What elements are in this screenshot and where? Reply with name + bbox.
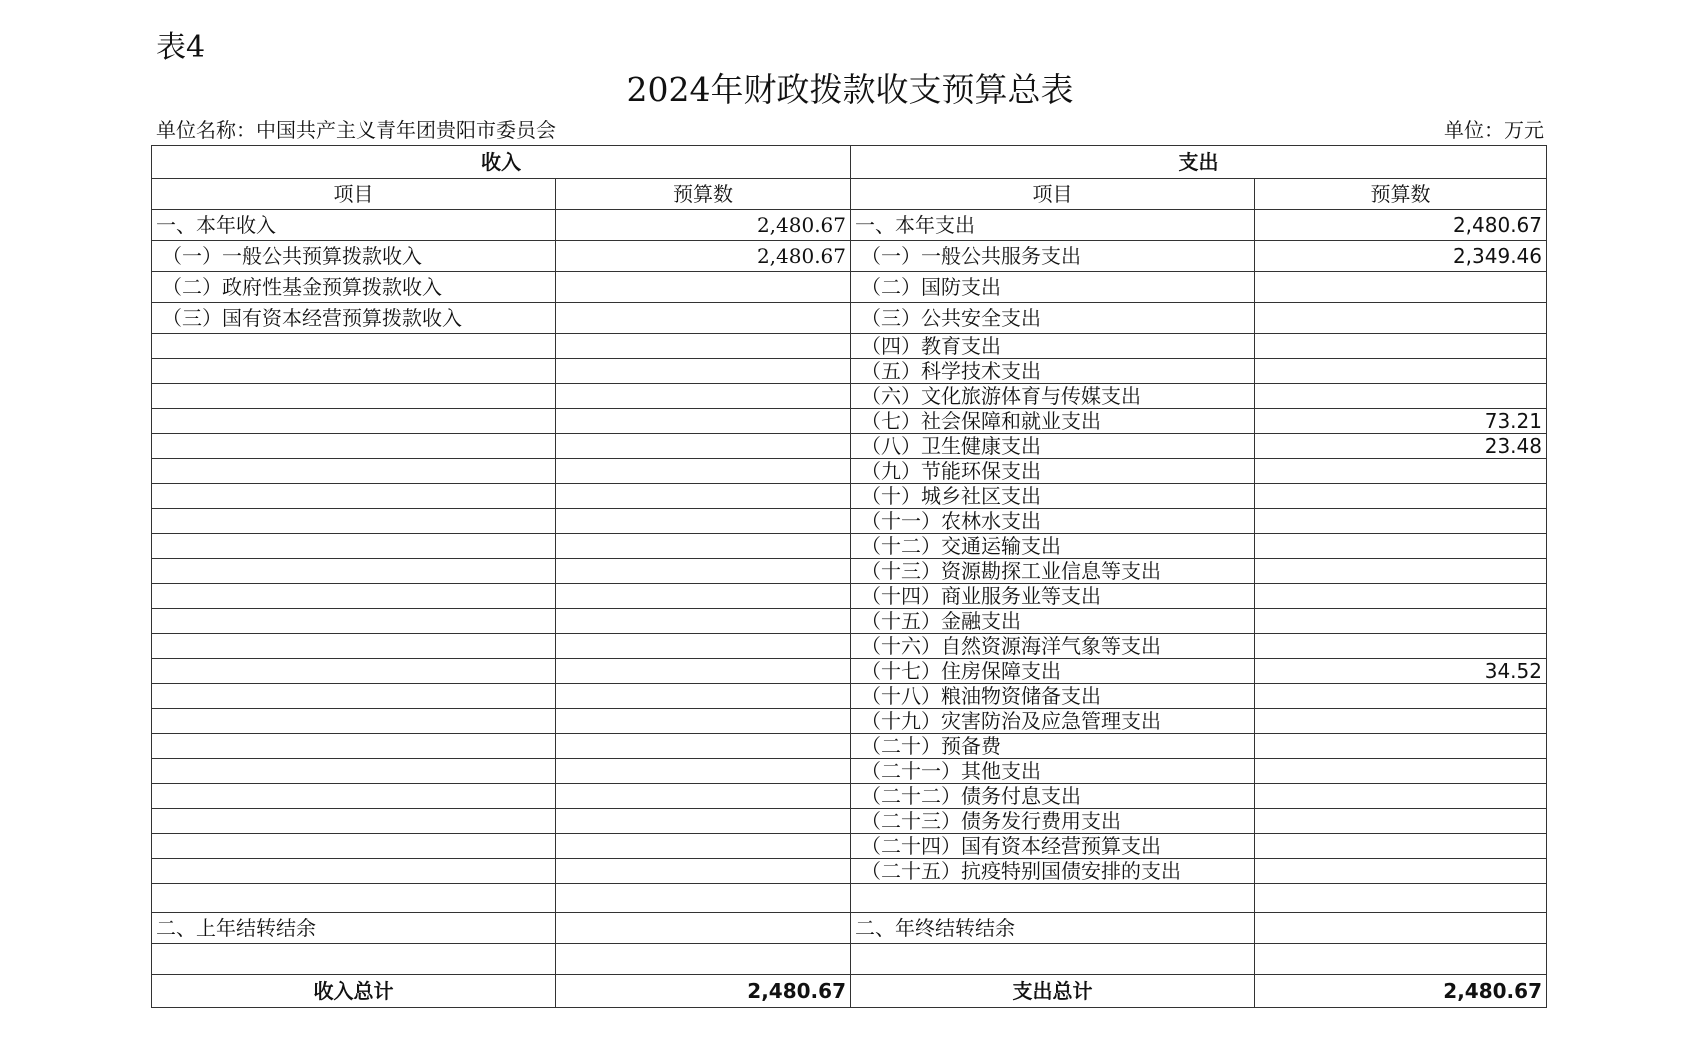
table-row-blank <box>152 944 1547 975</box>
table-row <box>152 459 1547 484</box>
table-row <box>152 210 1547 241</box>
income-total-value: 2,480.67 <box>556 975 851 1008</box>
expense-item: （十）城乡社区支出 <box>851 484 1255 509</box>
header-row-sections <box>152 146 1547 179</box>
expense-item: （十七）住房保障支出 <box>851 659 1255 684</box>
expense-item: （十八）粮油物资储备支出 <box>851 684 1255 709</box>
income-item <box>152 384 556 409</box>
expense-item: （十五）金融支出 <box>851 609 1255 634</box>
income-carryover-item: 二、上年结转结余 <box>152 913 556 944</box>
expense-value: 73.21 <box>1255 409 1547 434</box>
income-item <box>152 859 556 884</box>
expense-item: （二十一）其他支出 <box>851 759 1255 784</box>
table-row <box>152 634 1547 659</box>
income-item <box>152 634 556 659</box>
income-value <box>556 859 851 884</box>
expense-item: （一）一般公共服务支出 <box>851 241 1255 272</box>
table-row <box>152 834 1547 859</box>
income-section-header: 收入 <box>152 146 851 179</box>
expense-value <box>1255 303 1547 334</box>
income-item <box>152 609 556 634</box>
expense-value <box>1255 334 1547 359</box>
income-value <box>556 709 851 734</box>
income-item <box>152 484 556 509</box>
income-value <box>556 659 851 684</box>
income-value <box>556 784 851 809</box>
income-value <box>556 534 851 559</box>
income-item <box>152 534 556 559</box>
expense-item: （十九）灾害防治及应急管理支出 <box>851 709 1255 734</box>
expense-total-value: 2,480.67 <box>1255 975 1547 1008</box>
income-value: 2,480.67 <box>556 241 851 272</box>
expense-budget-header: 预算数 <box>1255 179 1547 210</box>
expense-value <box>1255 684 1547 709</box>
income-value: 2,480.67 <box>556 210 851 241</box>
expense-value <box>1255 809 1547 834</box>
expense-item: （二）国防支出 <box>851 272 1255 303</box>
expense-item: （十四）商业服务业等支出 <box>851 584 1255 609</box>
table-row <box>152 609 1547 634</box>
expense-item: （十三）资源勘探工业信息等支出 <box>851 559 1255 584</box>
expense-value: 23.48 <box>1255 434 1547 459</box>
table-row <box>152 509 1547 534</box>
income-item-header: 项目 <box>152 179 556 210</box>
income-item <box>152 559 556 584</box>
table-row <box>152 272 1547 303</box>
income-value <box>556 634 851 659</box>
expense-value <box>1255 634 1547 659</box>
table-row <box>152 303 1547 334</box>
expense-value <box>1255 859 1547 884</box>
expense-item: （二十三）债务发行费用支出 <box>851 809 1255 834</box>
income-item: （一）一般公共预算拨款收入 <box>152 241 556 272</box>
income-item <box>152 509 556 534</box>
table-row <box>152 484 1547 509</box>
income-item: 一、本年收入 <box>152 210 556 241</box>
expense-value <box>1255 359 1547 384</box>
expense-value <box>1255 734 1547 759</box>
income-item <box>152 709 556 734</box>
income-value <box>556 484 851 509</box>
income-value <box>556 434 851 459</box>
income-item <box>152 734 556 759</box>
income-item <box>152 809 556 834</box>
table-row <box>152 709 1547 734</box>
income-item <box>152 434 556 459</box>
income-item <box>152 459 556 484</box>
income-budget-header: 预算数 <box>556 179 851 210</box>
income-value <box>556 559 851 584</box>
income-value <box>556 609 851 634</box>
expense-value: 34.52 <box>1255 659 1547 684</box>
expense-total-label: 支出总计 <box>851 975 1255 1008</box>
page-title: 2024年财政拨款收支预算总表 <box>626 70 1074 109</box>
expense-item: 一、本年支出 <box>851 210 1255 241</box>
income-value <box>556 272 851 303</box>
expense-value <box>1255 584 1547 609</box>
income-value <box>556 509 851 534</box>
table-row <box>152 584 1547 609</box>
table-row <box>152 684 1547 709</box>
table-row <box>152 334 1547 359</box>
expense-value <box>1255 709 1547 734</box>
carryover-row <box>152 913 1547 944</box>
income-value <box>556 459 851 484</box>
table-number: 表4 <box>156 30 206 65</box>
expense-item: （二十五）抗疫特别国债安排的支出 <box>851 859 1255 884</box>
expense-item-header: 项目 <box>851 179 1255 210</box>
expense-value <box>1255 784 1547 809</box>
expense-item: （六）文化旅游体育与传媒支出 <box>851 384 1255 409</box>
income-value <box>556 584 851 609</box>
income-item <box>152 409 556 434</box>
expense-value <box>1255 609 1547 634</box>
table-row <box>152 559 1547 584</box>
expense-value <box>1255 484 1547 509</box>
income-item <box>152 684 556 709</box>
expense-item: （十六）自然资源海洋气象等支出 <box>851 634 1255 659</box>
expense-item: （三）公共安全支出 <box>851 303 1255 334</box>
total-row <box>152 975 1547 1008</box>
income-value <box>556 384 851 409</box>
expense-section-header: 支出 <box>851 146 1547 179</box>
table-row <box>152 859 1547 884</box>
expense-item: （八）卫生健康支出 <box>851 434 1255 459</box>
expense-value <box>1255 759 1547 784</box>
expense-item: （十一）农林水支出 <box>851 509 1255 534</box>
income-value <box>556 409 851 434</box>
expense-value: 2,349.46 <box>1255 241 1547 272</box>
table-row <box>152 384 1547 409</box>
table-row <box>152 659 1547 684</box>
income-item: （二）政府性基金预算拨款收入 <box>152 272 556 303</box>
income-item <box>152 784 556 809</box>
income-item <box>152 359 556 384</box>
expense-item: （九）节能环保支出 <box>851 459 1255 484</box>
expense-item: （四）教育支出 <box>851 334 1255 359</box>
expense-item: （二十）预备费 <box>851 734 1255 759</box>
unit-name: 单位名称：中国共产主义青年团贵阳市委员会 <box>156 118 556 142</box>
currency-unit: 单位：万元 <box>1444 118 1544 142</box>
income-value <box>556 734 851 759</box>
expense-value <box>1255 559 1547 584</box>
income-value <box>556 359 851 384</box>
income-value <box>556 759 851 784</box>
table-row-blank <box>152 884 1547 913</box>
table-row <box>152 241 1547 272</box>
income-total-label: 收入总计 <box>152 975 556 1008</box>
income-value <box>556 834 851 859</box>
table-row <box>152 759 1547 784</box>
expense-item: （十二）交通运输支出 <box>851 534 1255 559</box>
expense-item: （二十二）债务付息支出 <box>851 784 1255 809</box>
expense-carryover-item: 二、年终结转结余 <box>851 913 1255 944</box>
income-item <box>152 584 556 609</box>
income-item <box>152 659 556 684</box>
income-item <box>152 834 556 859</box>
expense-value <box>1255 272 1547 303</box>
expense-value <box>1255 459 1547 484</box>
table-row <box>152 784 1547 809</box>
income-value <box>556 809 851 834</box>
budget-table <box>151 145 1547 1008</box>
income-value <box>556 303 851 334</box>
expense-item: （七）社会保障和就业支出 <box>851 409 1255 434</box>
expense-value <box>1255 834 1547 859</box>
table-row <box>152 809 1547 834</box>
table-row <box>152 734 1547 759</box>
table-row <box>152 359 1547 384</box>
income-value <box>556 334 851 359</box>
income-item <box>152 334 556 359</box>
expense-value <box>1255 534 1547 559</box>
table-row <box>152 409 1547 434</box>
expense-item: （二十四）国有资本经营预算支出 <box>851 834 1255 859</box>
expense-value <box>1255 509 1547 534</box>
income-item: （三）国有资本经营预算拨款收入 <box>152 303 556 334</box>
table-row <box>152 434 1547 459</box>
income-item <box>152 759 556 784</box>
expense-value <box>1255 384 1547 409</box>
header-row-columns <box>152 179 1547 210</box>
expense-value: 2,480.67 <box>1255 210 1547 241</box>
expense-item: （五）科学技术支出 <box>851 359 1255 384</box>
table-row <box>152 534 1547 559</box>
income-value <box>556 684 851 709</box>
